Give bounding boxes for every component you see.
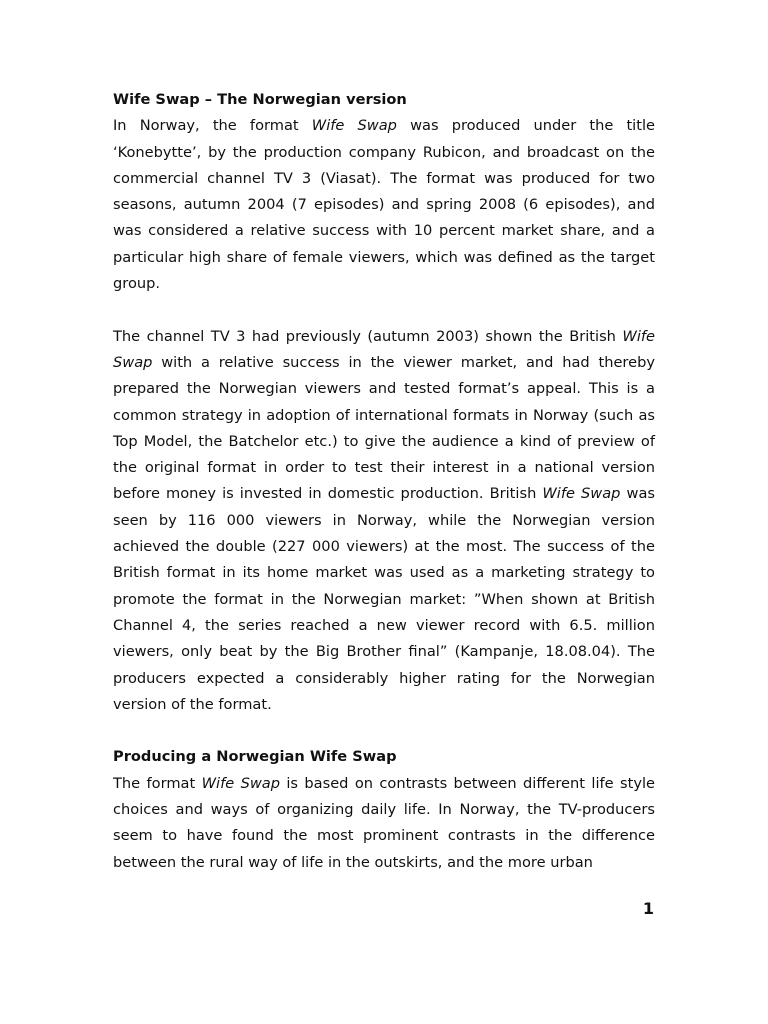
italic-title: Wife Swap — [201, 774, 280, 792]
section-heading-producing: Producing a Norwegian Wife Swap — [113, 748, 397, 766]
text-run: The channel TV 3 had previously (autumn 2003) shown the British — [113, 327, 623, 345]
document-body — [113, 87, 655, 876]
paragraph-spacer — [113, 718, 655, 744]
paragraph-intro — [113, 113, 655, 297]
paragraph-contrasts — [113, 771, 655, 876]
text-run: with a relative success in the viewer market, and had thereby prepared the Norwegian viewers and tested format’s appeal. This is a common strategy in adoption of international formats in Norway (such as Top Model, the Batchelor etc.) to give the audience a kind of preview of the original format in order to test their interest in a national version before money is invested in domestic production. British — [113, 353, 655, 503]
text-run: was seen by 116 000 viewers in Norway, while the Norwegian version achieved the double (227 000 viewers) at the most. The success of the British format in its home market was used as a marketing strategy to promote the format in the Norwegian market: ”When shown at British Channel 4, the series reached a new viewer record with 6.5. million viewers, only beat by the Big Brother final” (Kampanje, 18.08.04). The producers expected a considerably higher rating for the Norwegian version of the format. — [113, 485, 655, 713]
italic-title: Wife Swap — [311, 117, 397, 135]
italic-title: Wife Swap — [113, 327, 655, 371]
paragraph-tv3-history — [113, 324, 655, 718]
italic-title: Wife Swap — [542, 485, 621, 503]
text-run: In Norway, the format — [113, 117, 312, 135]
text-run: The format — [113, 774, 202, 792]
page-number: 1 — [642, 899, 654, 918]
text-run: was produced under the title ‘Konebytte’, by the production company Rubicon, and broadcast on the commercial channel TV 3 (Viasat). The format was produced for two seasons, autumn 2004 (7 episodes) and spring 2008 (6 episodes), and was considered a relative success with 10 percent market share, and a particular high share of female viewers, which was defined as the target group. — [113, 117, 655, 293]
section-heading-norwegian-version: Wife Swap – The Norwegian version — [113, 91, 407, 108]
text-run: is based on contrasts between different life style choices and ways of organizing daily life. In Norway, the TV-producers seem to have found the most prominent contrasts in the difference between the rural way of life in the outskirts, and the more urban — [113, 774, 655, 871]
paragraph-spacer — [113, 297, 655, 323]
